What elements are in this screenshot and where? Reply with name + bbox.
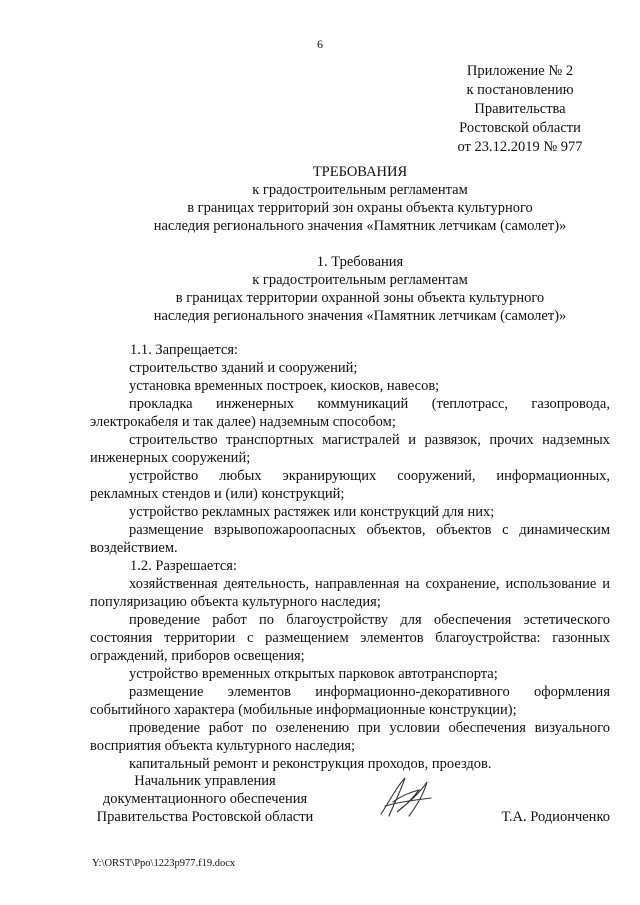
appendix-line: от 23.12.2019 № 977 [457, 139, 583, 155]
section-1-title [60, 253, 640, 325]
allowed-item: хозяйственная деятельность, направленная на сохранение, использование и популяризацию объекта культурного наследия; [90, 576, 610, 610]
allowed-item: проведение работ по благоустройству для обеспечения эстетического состояния территории с размещением элементов благоустройства: газонных ограждений, приборов освещения; [90, 612, 610, 664]
signatory-name: Т.А. Родионченко [501, 809, 610, 825]
section-title-line: 1. Требования [316, 254, 404, 270]
title-line: в границах территорий зон охраны объекта культурного [187, 200, 533, 216]
prohibited-item: прокладка инженерных коммуникаций (теплотрасс, газопровода, электрокабеля и так далее) надземным способом; [90, 396, 610, 430]
section-title-line: к градостроительным регламентам [252, 272, 468, 288]
document-body [90, 341, 610, 773]
section-title-line: в границах территории охранной зоны объекта культурного [175, 290, 545, 306]
prohibited-heading: 1.1. Запрещается: [130, 342, 239, 358]
signature-block [90, 772, 610, 832]
section-title-line: наследия регионального значения «Памятник летчикам (самолет)» [153, 308, 567, 324]
page-number: 6 [317, 37, 323, 51]
appendix-line: к постановлению [466, 82, 574, 98]
signatory-title-line: документационного обеспечения [102, 791, 308, 807]
signatory-title-line: Правительства Ростовской области [96, 809, 314, 825]
allowed-item: капитальный ремонт и реконструкция проходов, проездов. [129, 756, 492, 772]
appendix-header [440, 62, 600, 157]
appendix-line: Правительства [474, 101, 566, 117]
title-heading: ТРЕБОВАНИЯ [312, 164, 408, 180]
handwritten-signature [375, 772, 435, 822]
prohibited-item: устройство рекламных растяжек или конструкций для них; [129, 504, 495, 520]
allowed-item: проведение работ по озеленению при условии обеспечения визуального восприятия объекта культурного наследия; [90, 720, 610, 754]
prohibited-item: устройство любых экранирующих сооружений, информационных, рекламных стендов и (или) конструкций; [90, 468, 610, 502]
file-path: Y:\ORST\Ppo\1223p977.f19.docx [92, 858, 236, 869]
prohibited-item: установка временных построек, киосков, навесов; [129, 378, 440, 394]
allowed-item: устройство временных открытых парковок автотранспорта; [129, 666, 498, 682]
appendix-line: Приложение № 2 [466, 63, 574, 79]
allowed-item: размещение элементов информационно-декоративного оформления событийного характера (мобильные информационные конструкции); [90, 684, 610, 718]
signatory-title [90, 772, 320, 826]
signatory-title-line: Начальник управления [134, 773, 276, 789]
prohibited-item: строительство транспортных магистралей и развязок, прочих надземных инженерных сооружений; [90, 432, 610, 466]
title-line: к градостроительным регламентам [252, 182, 468, 198]
allowed-heading: 1.2. Разрешается: [130, 558, 237, 574]
appendix-line: Ростовской области [459, 120, 581, 136]
prohibited-item: размещение взрывопожароопасных объектов, объектов с динамическим воздействием. [90, 522, 610, 556]
document-title [60, 163, 640, 235]
title-line: наследия регионального значения «Памятник летчикам (самолет)» [153, 218, 567, 234]
prohibited-item: строительство зданий и сооружений; [129, 360, 358, 376]
